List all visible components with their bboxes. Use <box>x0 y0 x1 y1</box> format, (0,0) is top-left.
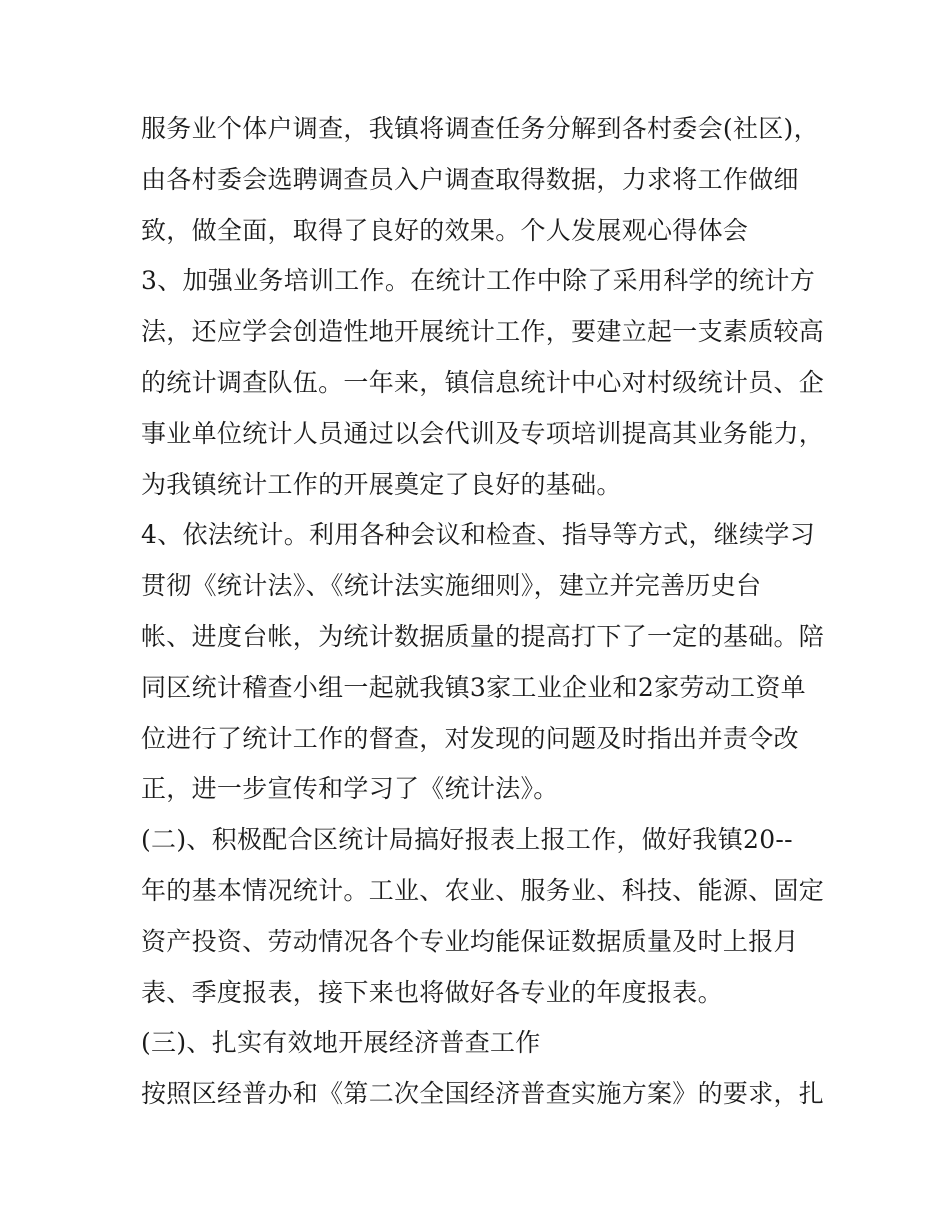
text-line: 由各村委会选聘调查员入户调查取得数据，力求将工作做细 <box>141 164 799 194</box>
body-text <box>141 104 825 1120</box>
text-line: 年的基本情况统计。工业、农业、服务业、科技、能源、固定 <box>141 875 825 905</box>
text-line: 3、加强业务培训工作。在统计工作中除了采用科学的统计方 <box>141 266 816 296</box>
text-line: 位进行了统计工作的督查，对发现的问题及时指出并责令改 <box>141 723 799 753</box>
text-line: 为我镇统计工作的开展奠定了良好的基础。 <box>141 469 622 499</box>
text-line: (三)、扎实有效地开展经济普查工作 <box>141 1028 541 1058</box>
text-line: 资产投资、劳动情况各个专业均能保证数据质量及时上报月 <box>141 926 799 956</box>
text-line: 的统计调查队伍。一年来，镇信息统计中心对村级统计员、企 <box>141 367 825 397</box>
text-line: 同区统计稽查小组一起就我镇3家工业企业和2家劳动工资单 <box>141 672 806 702</box>
text-line: 事业单位统计人员通过以会代训及专项培训提高其业务能力， <box>141 418 825 448</box>
text-line: 按照区经普办和《第二次全国经济普查实施方案》的要求，扎 <box>141 1079 825 1109</box>
text-line: 4、依法统计。利用各种会议和检查、指导等方式，继续学习 <box>141 520 816 550</box>
text-line: 贯彻《统计法》、《统计法实施细则》，建立并完善历史台 <box>141 571 762 601</box>
text-line: 服务业个体户调查，我镇将调查任务分解到各村委会(社区)， <box>141 114 819 143</box>
text-line: 帐、进度台帐，为统计数据质量的提高打下了一定的基础。陪 <box>141 621 825 651</box>
text-line: (二)、积极配合区统计局搞好报表上报工作，做好我镇20-- <box>141 825 793 855</box>
text-line: 法，还应学会创造性地开展统计工作，要建立起一支素质较高 <box>141 317 825 347</box>
text-line: 致，做全面，取得了良好的效果。个人发展观心得体会 <box>141 215 749 245</box>
text-line: 正，进一步宣传和学习了《统计法》。 <box>141 774 559 804</box>
text-line: 表、季度报表，接下来也将做好各专业的年度报表。 <box>141 977 723 1007</box>
